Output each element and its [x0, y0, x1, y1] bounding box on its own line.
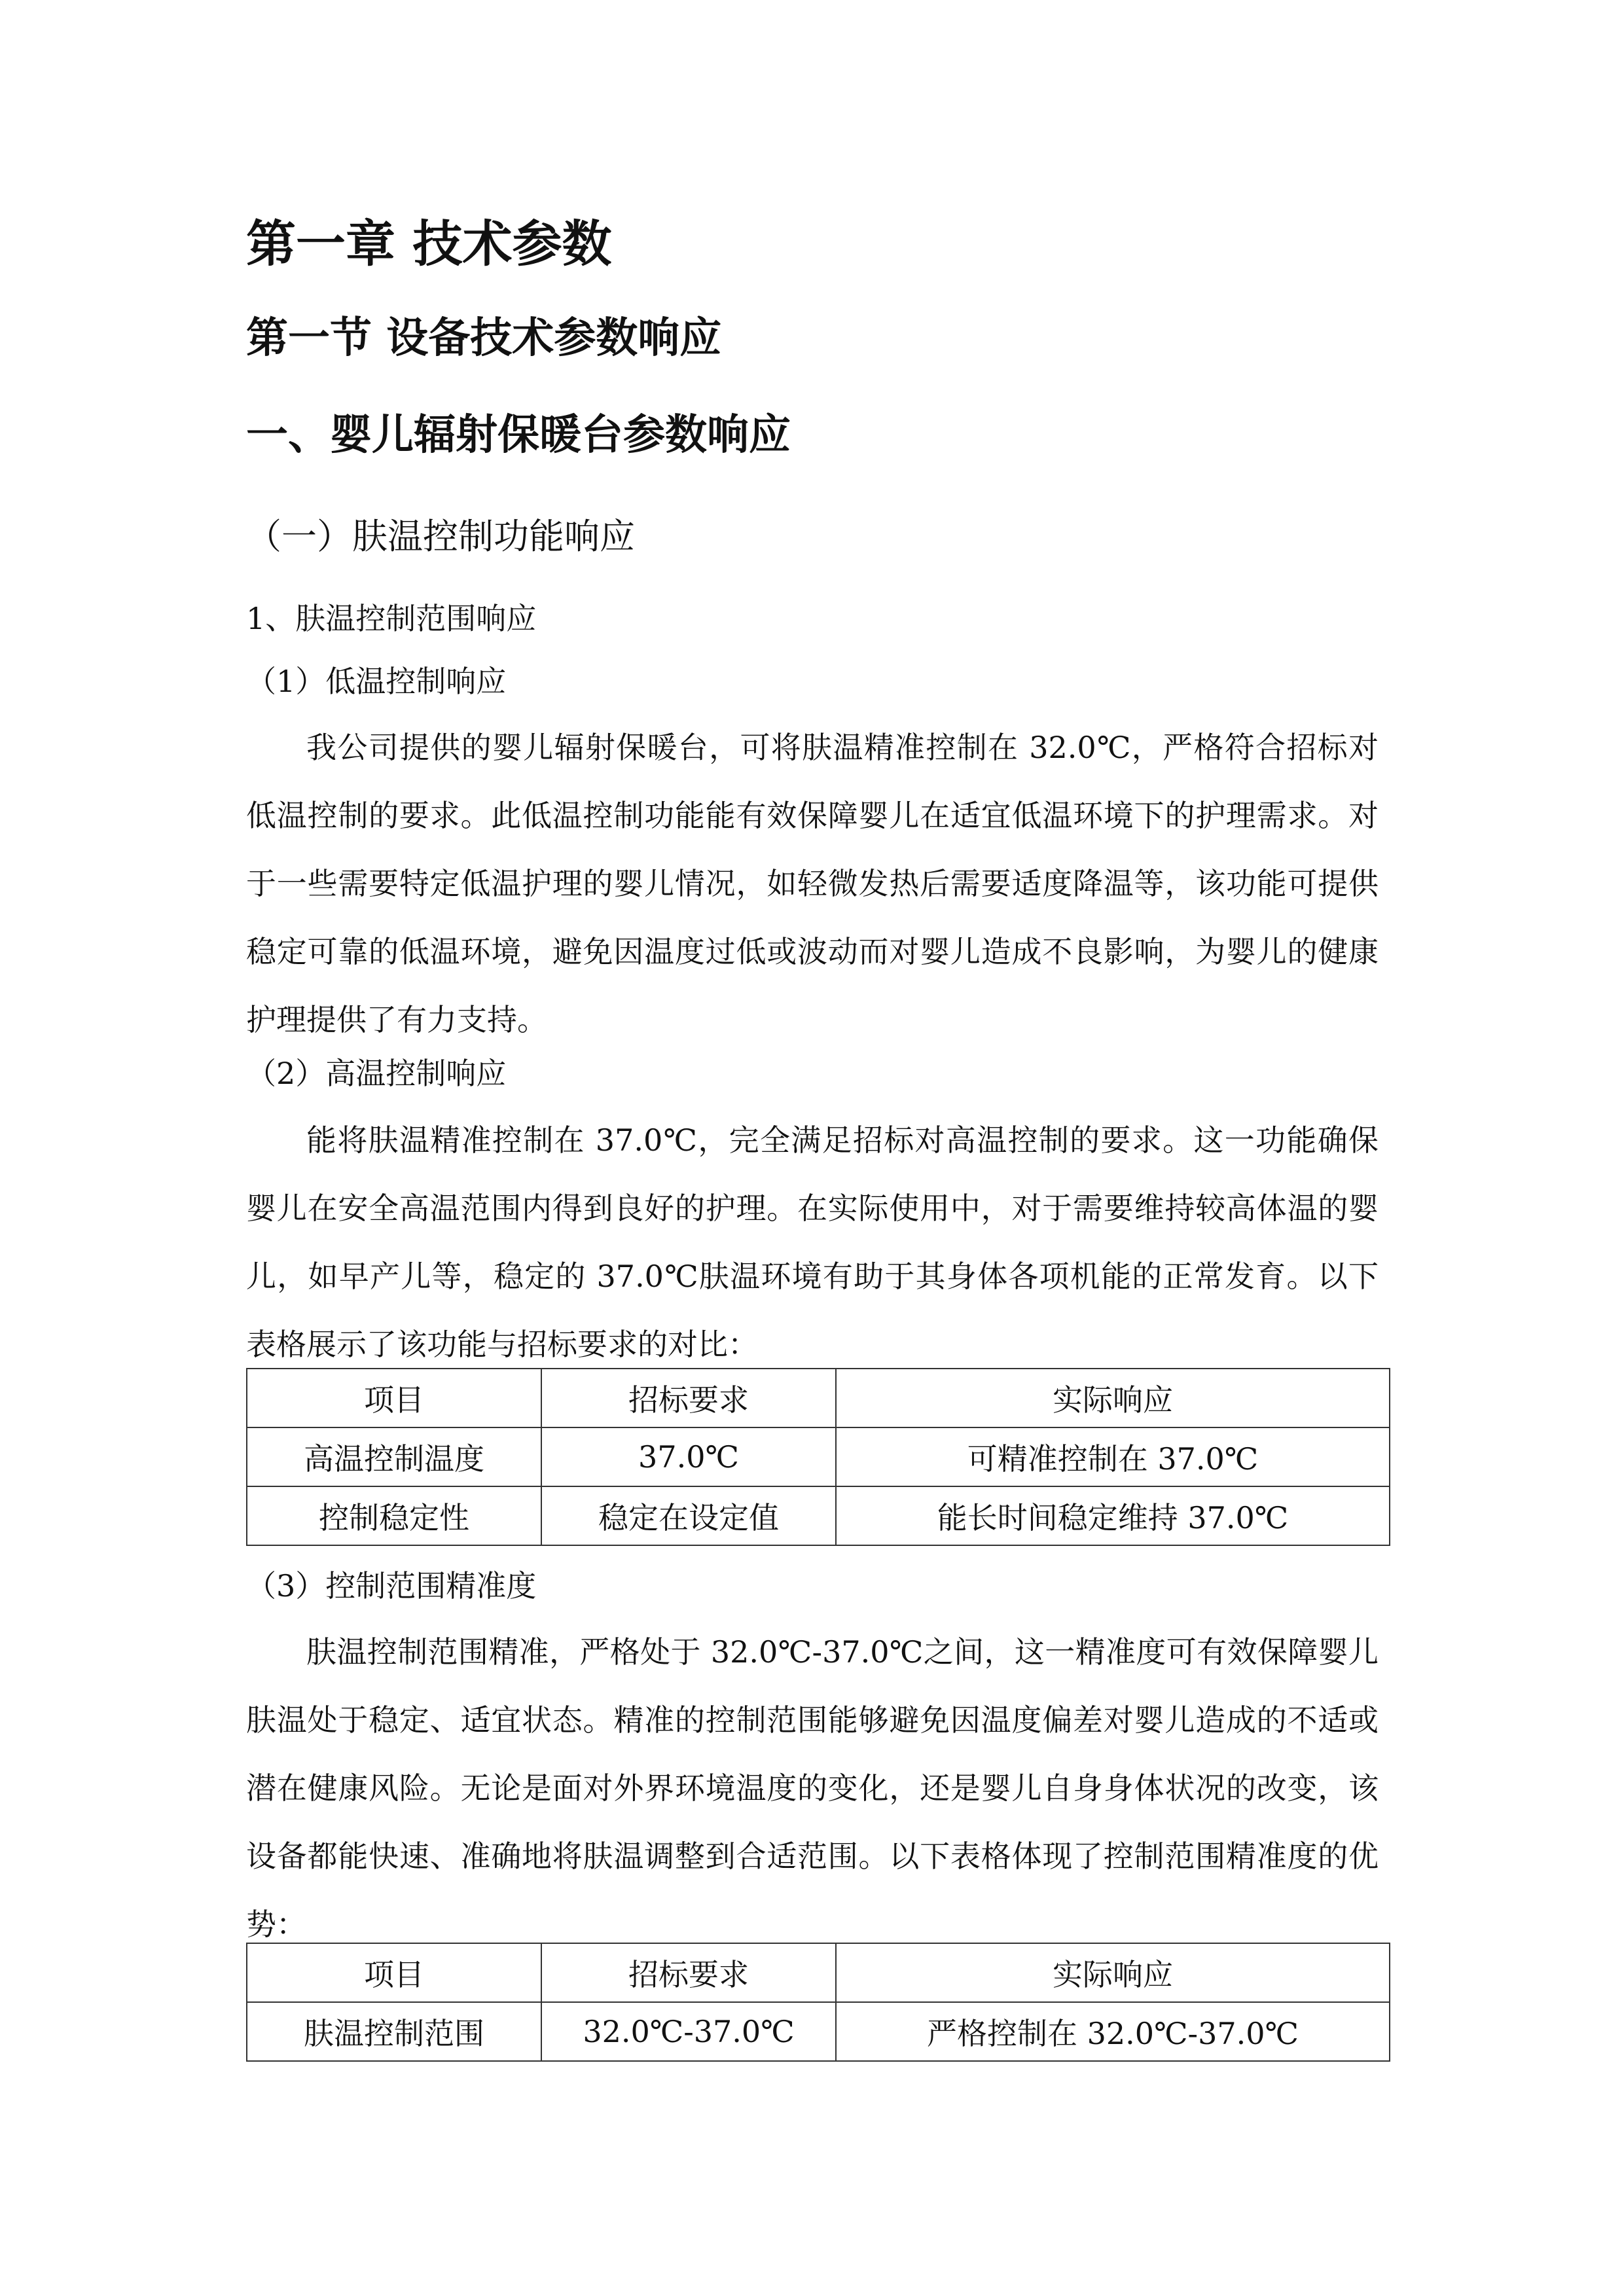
table-header-cell: 招标要求 — [541, 1369, 836, 1427]
range-precision-table — [246, 1943, 1390, 2062]
table-header-row — [247, 1369, 1390, 1427]
table-cell: 37.0℃ — [541, 1427, 836, 1486]
range-precision-heading: （3）控制范围精准度 — [246, 1568, 537, 1604]
table-cell: 高温控制温度 — [247, 1427, 541, 1486]
part-title: 一、婴儿辐射保暖台参数响应 — [246, 411, 791, 459]
table-cell: 严格控制在 32.0℃-37.0℃ — [836, 2002, 1390, 2061]
low-temp-heading: （1）低温控制响应 — [246, 664, 507, 699]
table-header-row — [247, 1943, 1390, 2002]
table-cell: 可精准控制在 37.0℃ — [836, 1427, 1390, 1486]
table-cell: 控制稳定性 — [247, 1486, 541, 1545]
table-cell: 32.0℃-37.0℃ — [541, 2002, 836, 2061]
table-header-cell: 项目 — [247, 1369, 541, 1427]
subsection-title: （一）肤温控制功能响应 — [246, 516, 635, 557]
table-row — [247, 2002, 1390, 2061]
item-1-heading: 1、肤温控制范围响应 — [246, 601, 537, 636]
high-temp-paragraph: 能将肤温精准控制在 37.0℃，完全满足招标对高温控制的要求。这一功能确保婴儿在安全高温范围内得到良好的护理。在实际使用中，对于需要维持较高体温的婴儿，如早产儿等，稳定的 37.0℃肤温环境有助于其身体各项机能的正常发育。以下表格展示了该功能与招标要求的对比： — [246, 1122, 1379, 1362]
table-header-cell: 招标要求 — [541, 1943, 836, 2002]
high-temp-heading: （2）高温控制响应 — [246, 1056, 507, 1091]
table-header-cell: 实际响应 — [836, 1369, 1390, 1427]
chapter-title: 第一章 技术参数 — [246, 215, 612, 273]
high-temp-table — [246, 1368, 1390, 1546]
table-header-cell: 项目 — [247, 1943, 541, 2002]
table-cell: 稳定在设定值 — [541, 1486, 836, 1545]
section-title: 第一节 设备技术参数响应 — [246, 314, 722, 363]
range-precision-paragraph: 肤温控制范围精准，严格处于 32.0℃-37.0℃之间，这一精准度可有效保障婴儿肤温处于稳定、适宜状态。精准的控制范围能够避免因温度偏差对婴儿造成的不适或潜在健康风险。无论是面对外界环境温度的变化，还是婴儿自身身体状况的改变，该设备都能快速、准确地将肤温调整到合适范围。以下表格体现了控制范围精准度的优势： — [246, 1634, 1379, 1942]
table-header-cell: 实际响应 — [836, 1943, 1390, 2002]
table-cell: 能长时间稳定维持 37.0℃ — [836, 1486, 1390, 1545]
table-row — [247, 1486, 1390, 1545]
low-temp-paragraph: 我公司提供的婴儿辐射保暖台，可将肤温精准控制在 32.0℃，严格符合招标对低温控制的要求。此低温控制功能能有效保障婴儿在适宜低温环境下的护理需求。对于一些需要特定低温护理的婴儿情况，如轻微发热后需要适度降温等，该功能可提供稳定可靠的低温环境，避免因温度过低或波动而对婴儿造成不良影响，为婴儿的健康护理提供了有力支持。 — [246, 730, 1379, 1037]
table-cell: 肤温控制范围 — [247, 2002, 541, 2061]
table-row — [247, 1427, 1390, 1486]
